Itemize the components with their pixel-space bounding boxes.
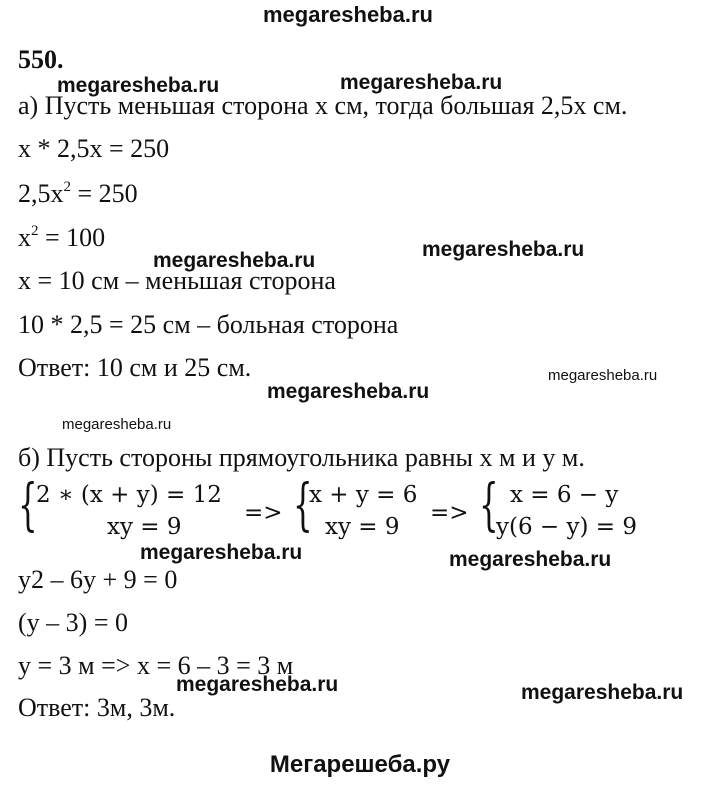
part-b-statement: б) Пусть стороны прямоугольника равны х м и у м. — [18, 443, 585, 472]
part-a-answer: Ответ: 10 см и 25 см. — [18, 353, 252, 382]
system-brace-icon: { — [479, 473, 499, 538]
problem-number: 550. — [18, 45, 64, 74]
part-a-statement: а) Пусть меньшая сторона х см, тогда большая 2,5х см. — [18, 91, 628, 120]
site-footer-watermark: Мегарешеба.ру — [269, 751, 451, 778]
watermark: megaresheba.ru — [176, 673, 339, 696]
watermark: megaresheba.ru — [62, 416, 172, 433]
watermark: megaresheba.ru — [57, 74, 220, 97]
system-1-equation-2: xy = 9 — [107, 514, 182, 540]
system-brace-icon: { — [293, 473, 313, 538]
part-a-result-long-side: 10 * 2,5 = 25 см – больная сторона — [18, 310, 399, 339]
part-a-equation-2: $2,5х^2 = 250$ — [18, 179, 138, 208]
system-2-equation-1: x + y = 6 — [309, 482, 418, 508]
part-b-result: у = 3 м => х = 6 – 3 = 3 м — [18, 651, 294, 680]
watermark: megaresheba.ru — [340, 71, 503, 94]
part-a-equation-1: х * 2,5х = 250 — [18, 134, 170, 163]
implies-arrow: => — [430, 500, 469, 526]
system-2-equation-2: xy = 9 — [325, 514, 400, 540]
part-b-equation-2: (у – 3) = 0 — [18, 608, 128, 637]
watermark: megaresheba.ru — [422, 238, 585, 261]
watermark: megaresheba.ru — [267, 380, 430, 403]
part-b-answer: Ответ: 3м, 3м. — [18, 693, 176, 722]
watermark: megaresheba.ru — [548, 367, 658, 384]
system-1-equation-1: 2 ∗ (x + y) = 12 — [36, 482, 222, 508]
implies-arrow: => — [244, 500, 283, 526]
watermark: megaresheba.ru — [521, 681, 684, 704]
part-a-result-short-side: х = 10 см – меньшая сторона — [18, 266, 336, 295]
site-watermark-header: megaresheba.ru — [263, 2, 433, 27]
system-3-equation-1: x = 6 − y — [510, 482, 619, 508]
part-a-equation-3: $х^2 = 100$ — [18, 223, 106, 252]
watermark: megaresheba.ru — [153, 249, 316, 272]
system-brace-icon: { — [18, 473, 38, 538]
watermark: megaresheba.ru — [449, 548, 612, 571]
system-3-equation-2: y(6 − y) = 9 — [496, 514, 637, 540]
part-b-equation-1: у2 – 6у + 9 = 0 — [18, 565, 178, 594]
watermark: megaresheba.ru — [140, 541, 303, 564]
